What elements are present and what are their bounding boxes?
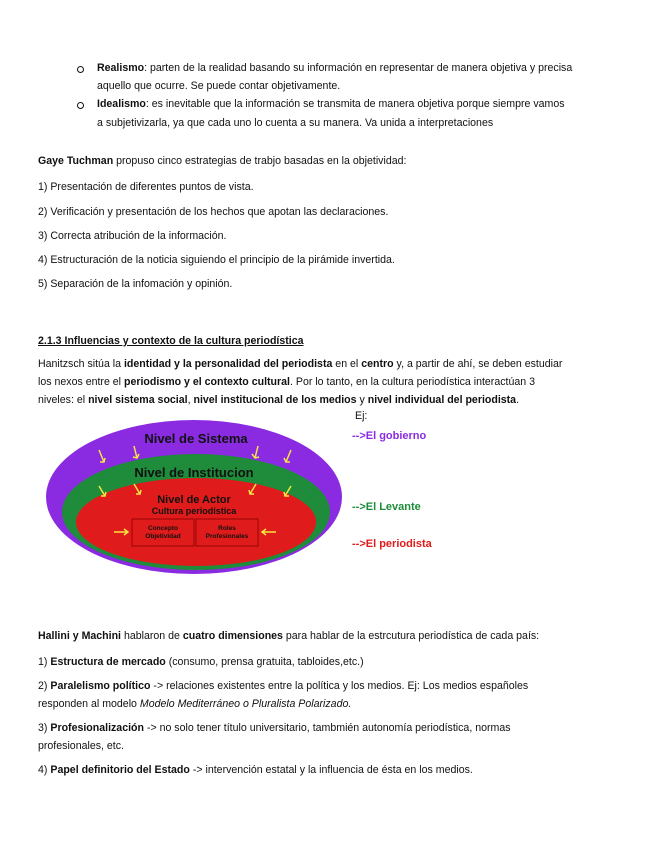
example-periodista: -->El periodista bbox=[352, 538, 432, 550]
text: . bbox=[516, 394, 520, 406]
bullet-idealismo bbox=[97, 97, 565, 112]
dimension-item-cont: profesionales, etc. bbox=[38, 740, 124, 752]
item-term: Papel definitorio del Estado bbox=[50, 764, 190, 776]
box-concepto-l2: Objetividad bbox=[145, 533, 181, 540]
bullet-realismo-cont: aquello que ocurre. Se puede contar objetivamente. bbox=[97, 80, 341, 92]
item-text: responden al modelo bbox=[38, 698, 140, 710]
bullet-marker bbox=[77, 66, 84, 73]
example-gobierno: -->El gobierno bbox=[352, 430, 427, 442]
item-number: 2) bbox=[38, 680, 51, 692]
text-bold: nivel institucional de los medios bbox=[193, 394, 357, 406]
label-sistema: Nivel de Sistema bbox=[144, 431, 248, 446]
paragraph-line bbox=[38, 393, 519, 407]
text: , bbox=[187, 394, 194, 406]
text-bold: centro bbox=[361, 358, 394, 370]
text-bold: cuatro dimensiones bbox=[182, 630, 283, 642]
item-term: Estructura de mercado bbox=[50, 656, 166, 668]
hallin-intro bbox=[38, 629, 539, 643]
dimension-item bbox=[38, 721, 511, 735]
label-actor: Nivel de Actor bbox=[157, 494, 231, 506]
text-bold: identidad y la personalidad del periodista bbox=[123, 358, 333, 370]
item-text: -> intervención estatal y la influencia de ésta en los medios. bbox=[189, 764, 473, 776]
text: y bbox=[356, 394, 368, 406]
paragraph-line bbox=[38, 357, 562, 371]
text: los nexos entre el bbox=[38, 376, 124, 388]
list-item: 4) Estructuración de la noticia siguiendo el principio de la pirámide invertida. bbox=[38, 254, 395, 266]
text: hablaron de bbox=[121, 630, 183, 642]
bullet-idealismo-cont: a subjetivizarla, ya que cada uno lo cuenta a su manera. Va unida a interpretaciones bbox=[97, 117, 494, 129]
box-roles-l1: Roles bbox=[218, 525, 236, 532]
text: . Por lo tanto, en la cultura periodística interactúan 3 bbox=[290, 376, 535, 388]
box-roles-l2: Profesionales bbox=[205, 533, 249, 540]
culture-levels-diagram bbox=[44, 418, 344, 576]
item-number: 4) bbox=[38, 764, 51, 776]
dimension-item-cont bbox=[38, 697, 351, 711]
item-text: (consumo, prensa gratuita, tabloides,etc.) bbox=[165, 656, 364, 668]
box-concepto-l1: Concepto bbox=[148, 525, 178, 532]
example-levante: -->El Levante bbox=[352, 501, 421, 513]
intro-text: propuso cinco estrategias de trabjo basadas en la objetividad: bbox=[113, 155, 407, 167]
bullet-marker bbox=[77, 102, 84, 109]
bullet-term: Idealismo bbox=[97, 98, 146, 110]
item-text: -> relaciones existentes entre la política y los medios. Ej: Los medios españoles bbox=[150, 680, 529, 692]
dimension-item bbox=[38, 763, 473, 777]
bullet-term: Realismo bbox=[97, 62, 145, 74]
item-text: -> no solo tener título universitario, tambmién autonomía periodística, normas bbox=[143, 722, 511, 734]
text: y, a partir de ahí, se deben estudiar bbox=[393, 358, 563, 370]
tuchman-intro bbox=[38, 154, 406, 168]
item-term: Paralelismo político bbox=[50, 680, 151, 692]
item-term: Profesionalización bbox=[50, 722, 144, 734]
section-heading: 2.1.3 Influencias y contexto de la cultura periodística bbox=[38, 335, 304, 347]
paragraph-line bbox=[38, 375, 535, 389]
text: en el bbox=[332, 358, 362, 370]
label-institucion: Nivel de Institucion bbox=[134, 465, 254, 480]
bullet-text: : parten de la realidad basando su información en representar de manera objetiva y precisa bbox=[144, 62, 573, 74]
item-number: 3) bbox=[38, 722, 51, 734]
list-item: 2) Verificación y presentación de los hechos que apotan las declaraciones. bbox=[38, 206, 389, 218]
dimension-item bbox=[38, 655, 364, 669]
bullet-realismo bbox=[97, 61, 572, 76]
list-item: 5) Separación de la infomación y opinión. bbox=[38, 278, 233, 290]
text-bold: nivel individual del periodista bbox=[367, 394, 517, 406]
text: niveles: el bbox=[38, 394, 89, 406]
text-bold: periodismo y el contexto cultural bbox=[123, 376, 290, 388]
dimension-item bbox=[38, 679, 528, 693]
label-cultura: Cultura periodística bbox=[151, 506, 237, 516]
example-label: Ej: bbox=[355, 410, 368, 422]
list-item: 1) Presentación de diferentes puntos de vista. bbox=[38, 181, 254, 193]
item-number: 1) bbox=[38, 656, 51, 668]
author-name: Gaye Tuchman bbox=[38, 155, 114, 167]
list-item: 3) Correcta atribución de la información. bbox=[38, 230, 227, 242]
authors: Hallini y Machini bbox=[38, 630, 122, 642]
text: para hablar de la estrcutura periodística de cada país: bbox=[282, 630, 540, 642]
text-bold: nivel sistema social bbox=[88, 394, 188, 406]
bullet-text: : es inevitable que la información se transmita de manera objetiva porque siempre vamos bbox=[145, 98, 565, 110]
item-text-italic: Modelo Mediterráneo o Pluralista Polarizado. bbox=[139, 698, 352, 710]
text: Hanitzsch sitúa la bbox=[38, 358, 124, 370]
